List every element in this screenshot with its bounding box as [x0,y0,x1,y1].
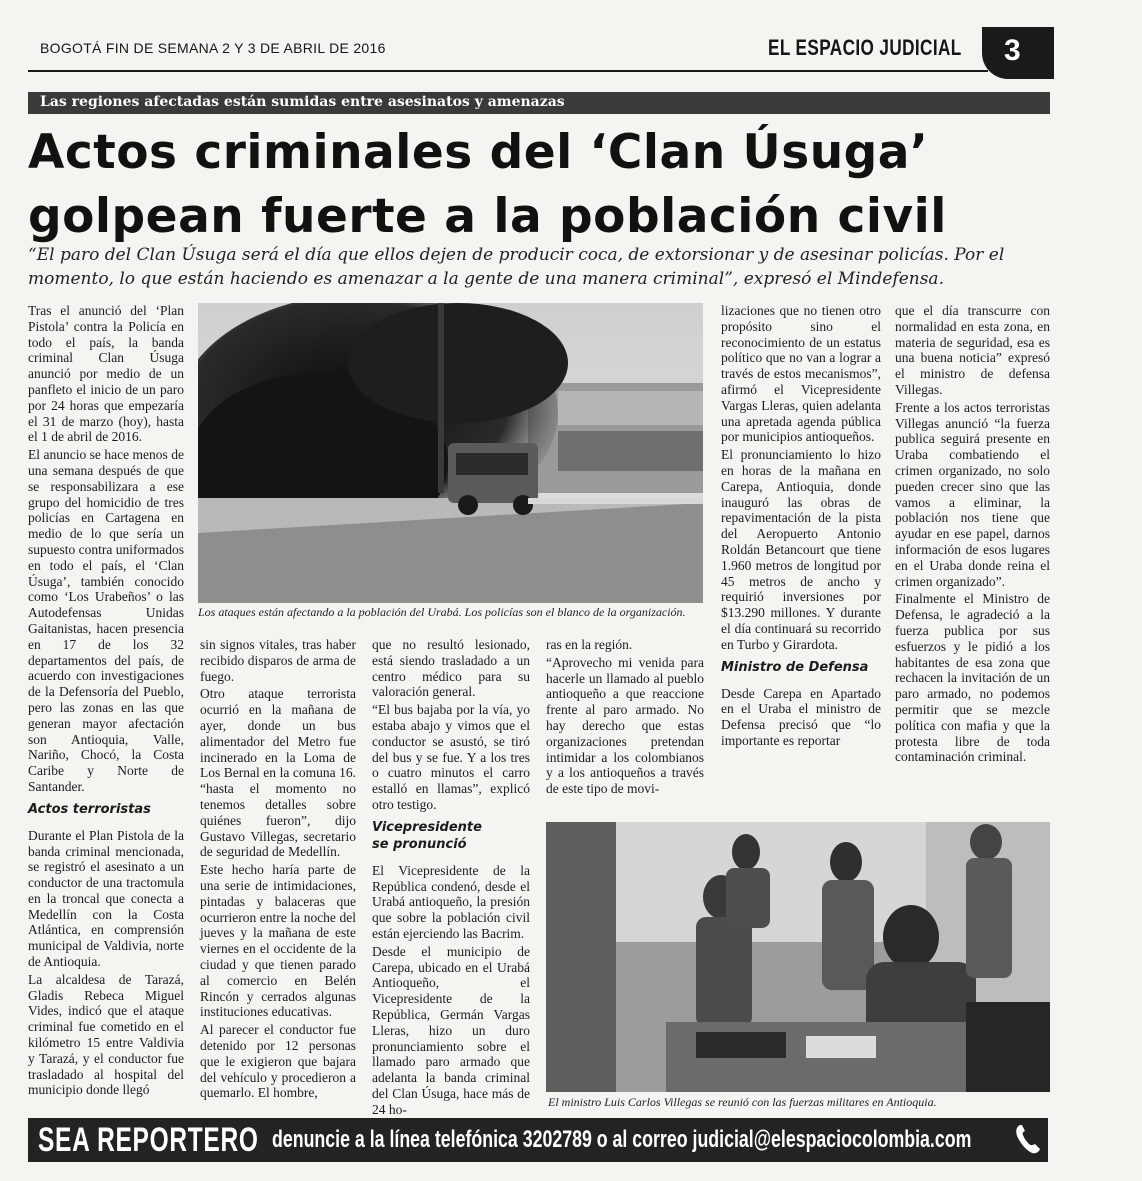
article-column-4 [546,637,704,799]
column6-paragraph: Frente a los actos terroristas Villegas anunció “la fuerza publica seguirá presente en Uraba combatiendo el crimen organizado, no solo pueden crecer sino que las vamos a eliminar, la población nos tiene que ayudar en ese papel, darnos información de esos lugares en el Uraba donde reina el crimen organizado”. [895,399,1050,589]
header-rule [28,70,988,72]
column2-paragraph: Otro ataque terrorista ocurrió en la mañana de ayer, donde un bus alimentador del Metro fue incinerado en la Loma de Los Bernal en la comuna 16. “hasta el momento no tenemos detalles sobre quiénes fueron”, dijo Gustavo Villegas, secretario de seguridad de Medellín. [200,686,356,860]
column5-paragraph: Desde Carepa en Apartado en el Uraba el ministro de Defensa precisó que “lo importante es reportar [721,685,881,748]
column3-paragraph: Desde el municipio de Carepa, ubicado en el Urabá Antioqueño, el Vicepresidente de la República, Germán Vargas Lleras, hizo un duro pronunciamiento sobre el llamado paro armado que adelanta la banda criminal del Clan Úsuga, hace más de 24 ho- [372,943,530,1117]
article-column-2 [200,637,356,1103]
photo2-caption: El ministro Luis Carlos Villegas se reunió con las fuerzas militares en Antioquia. [548,1095,937,1109]
column3-paragraph: que no resultó lesionado, está siendo trasladado a un centro médico para su valoración general. [372,637,530,700]
article-column-6 [895,303,1050,767]
column6-paragraph: Finalmente el Ministro de Defensa, le agradeció a la fuerza publica por sus esfuerzos y le pidió a los habitantes de esa zona que rechacen la invitación de un paro armado, no podemos permitir que se mezcle política con mafia y que la protesta libre de toda contaminación criminal. [895,591,1050,765]
column2-paragraph: Al parecer el conductor fue detenido por 12 personas que le exigieron que bajara del vehículo y procedieron a quemarlo. El hombre, [200,1022,356,1101]
column5-paragraph: lizaciones que no tienen otro propósito sino el reconocimiento de un estatus político que no van a lograr a través de estos mecanismos”, afirmó el Vicepresidente Vargas Lleras, quien adelanta una apretada agenda pública por municipios antioqueños. [721,303,881,445]
column3-paragraph: “El bus bajaba por la vía, yo estaba abajo y vimos que el conductor se asustó, se tiró del bus y se fue. Y a los tres o cuatro minutos el carro estalló en llamas”, explicó otro testigo. [372,702,530,812]
promo-title: SEA REPORTERO [38,1121,259,1159]
column6-paragraph: que el día transcurre con normalidad en esta zona, en materia de seguridad, esa es una buena noticia” expresó el ministro de defensa Villegas. [895,303,1050,397]
subhead-actos-terroristas: Actos terroristas [28,801,151,817]
subhead-ministro-defensa: Ministro de Defensa [721,659,869,675]
column1-paragraph: La alcaldesa de Tarazá, Gladis Rebeca Miguel Vides, indicó que el ataque criminal fue cometido en el kilómetro 15 entre Valdivia y Tarazá, y el conductor fue trasladado al hospital del municipio donde llegó [28,971,184,1098]
column1-paragraph: El anuncio se hace menos de una semana después de que se responsabilizara a ese grupo del homicidio de tres policías en Cartagena en medio de lo que sería un supuesto contra uniformados en todo el país, el ‘Clan Úsuga’, también conocido como ‘Los Urabeños’ o las Autodefensas Unidas Gaitanistas, hacen presencia en 17 de los 32 departamentos del país, de acuerdo con investigaciones de la Defensoría del Pueblo, pero las zonas en las que generan mayor afectación son Antioquia, Valle, Nariño, Chocó, la Costa Caribe y Norte de Santander. [28,447,184,794]
burning-bus-image [198,303,703,603]
deck-quote: “El paro del Clan Úsuga será el día que ellos dejen de producir coca, de extorsionar y de asesinar policías. Por el momento, lo que están haciendo es amenazar a la gente de una manera criminal”, expresó el Mindefensa. [28,245,1005,289]
section-name: EL ESPACIO JUDICIAL [768,35,962,60]
phone-icon [1012,1122,1042,1156]
page-number: 3 [1004,34,1021,67]
article-column-3 [372,637,530,1120]
column5-paragraph: El pronunciamiento lo hizo en horas de la mañana en Carepa, Antioquia, donde inauguró las obras de repavimentación de la pista del Aeropuerto Antonio Roldán Betancourt que tiene 1.960 metros de longitud por 45 metros de ancho y requirió inversiones por $13.290 millones. Y durante el día continuará su recorrido en Turbo y Girardota. [721,447,881,652]
headline-line-2: golpean fuerte a la población civil [28,189,947,244]
column2-paragraph: sin signos vitales, tras haber recibido disparos de arma de fuego. [200,637,356,684]
burning-bus-photo [198,303,703,603]
article-column-5 [721,303,881,751]
column2-paragraph: Este hecho haría parte de una serie de intimidaciones, pintadas y balaceras que ocurrieron entre la noche del jueves y la mañana de este viernes en el occidente de la ciudad y que tienen parado al comercio en Belén Rincón y cerrados algunas instituciones educativas. [200,862,356,1020]
column3-paragraph: El Vicepresidente de la República condenó, desde el Urabá antioqueño, la presión que sobre la población civil están ejerciendo las Bacrim. [372,862,530,941]
minister-meeting-photo [546,822,1050,1092]
photo1-caption: Los ataques están afectando a la población del Urabá. Los policías son el blanco de la organización. [198,605,686,619]
column1-paragraph: Tras el anunció del ‘Plan Pistola’ contra la Policía en todo el país, la banda criminal Clan Úsuga anunció por medio de un panfleto el inicio de un paro por 24 horas que empezaría el 31 de marzo (hoy), hasta el 1 de abril de 2016. [28,303,184,445]
subhead-vicepresidente: Vicepresidente se pronunció [372,819,482,852]
kicker: Las regiones afectadas están sumidas entre asesinatos y amenazas [40,94,565,110]
column4-paragraph: ras en la región. [546,637,633,652]
minister-meeting-image [546,822,1050,1092]
date-line: BOGOTÁ FIN DE SEMANA 2 Y 3 DE ABRIL DE 2016 [40,40,386,56]
column1-paragraph: Durante el Plan Pistola de la banda criminal mencionada, se registró el asesinato a un conductor de una tractomula en la troncal que conecta a Medellín con la Costa Atlántica, en comprensión municipal de Valdivia, norte de Antioquia. [28,827,184,970]
article-column-1 [28,303,184,1100]
headline [28,121,1058,249]
promo-text: denuncie a la línea telefónica 3202789 o al correo judicial@elespaciocolombia.com [272,1126,972,1153]
column4-paragraph: “Aprovecho mi venida para hacerle un llamado al pueblo antioqueño a que reaccione frente al paro armado. No hay derecho que estas organizaciones pretendan intimidar a los colombianos y a los antioqueños a través de este tipo de movi- [546,654,704,797]
headline-line-1: Actos criminales del ‘Clan Úsuga’ [28,125,929,180]
